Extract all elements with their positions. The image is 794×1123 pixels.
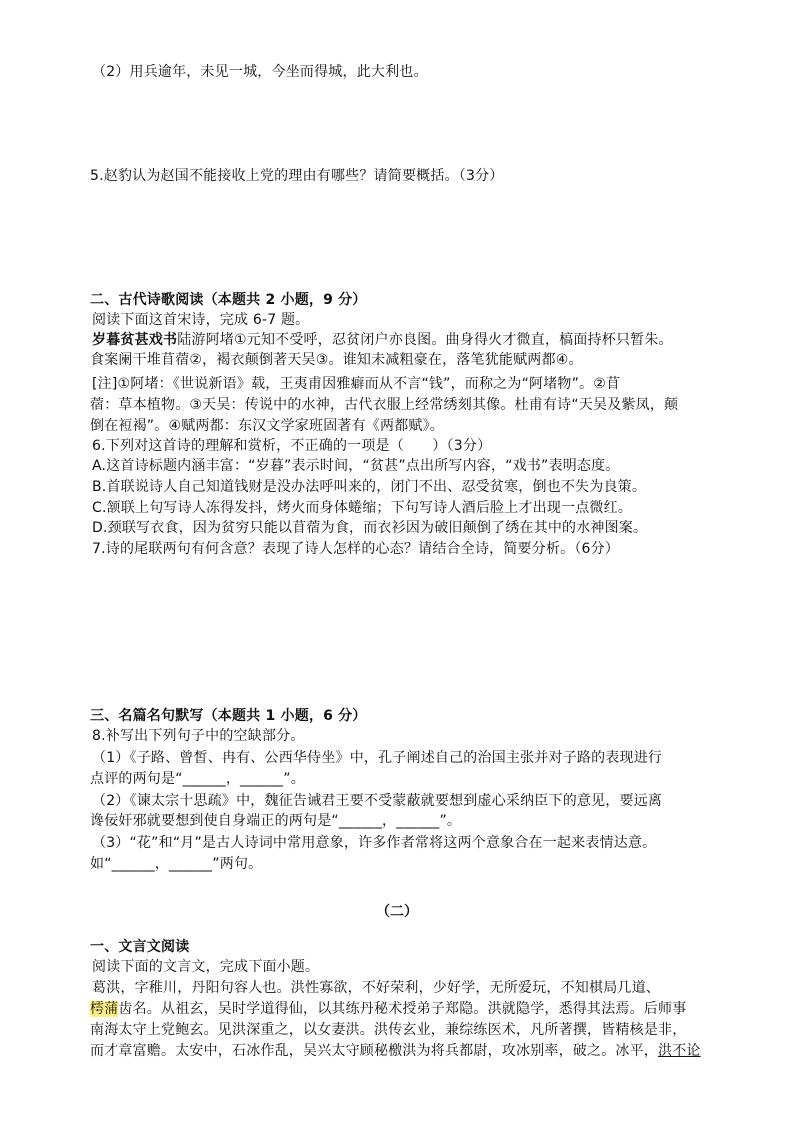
question-4-subitem-2: （2）用兵逾年，未见一城，今坐而得城，此大利也。: [92, 64, 428, 80]
dictation-item-3-line-1: （3）“花”和“月”是古人诗词中常用意象，许多作者常将这两个意象合在一起来表情达意。: [92, 835, 657, 851]
poem-line-1: [92, 330, 673, 350]
question-6-option-d: D.颈联写衣食，因为贫穷只能以苜蓿为食，而衣衫因为破旧颠倒了绣在其中的水神图案。: [92, 520, 648, 536]
poem-line-2: 食案阑干堆苜蓿②，褐衣颠倒著天吴③。谁知未减粗豪在，落笔犹能赋两都④。: [90, 352, 583, 368]
question-8: 8.补写出下列句子中的空缺部分。: [92, 728, 305, 744]
question-5: 5.赵豹认为赵国不能接收上党的理由有哪些？请简要概括。（3分）: [90, 168, 504, 184]
passage-line-2: [90, 999, 686, 1019]
dictation-item-1-line-1: （1）《子路、曾皙、冉有、公西华侍坐》中，孔子阐述自己的治国主张并对子路的表现进行: [92, 750, 663, 766]
question-6-option-c: C.颔联上句写诗人冻得发抖，烤火而身体蜷缩；下句写诗人酒后脸上才出现一点微红。: [92, 500, 633, 516]
question-6-option-b: B.首联说诗人自己知道钱财是没办法呼叫来的，闭门不出、忍受贫寒，倒也不失为良策。: [92, 479, 647, 495]
passage-line-1: 葛洪，字稚川，丹阳句容人也。洪性寡欲，不好荣利，少好学，无所爱玩，不知棋局几道、: [92, 980, 660, 996]
section-2-instruction: 阅读下面这首宋诗，完成 6-7 题。: [92, 312, 310, 328]
note-line-3: 倒在裋褐”。④赋两都：东汉文学家班固著有《两都赋》。: [90, 418, 445, 434]
part-2-title: （二）: [376, 904, 418, 920]
dictation-item-1-line-2: 点评的两句是“______，______”。: [90, 771, 305, 787]
passage-line-4-text: 而才章富赡。太安中，石冰作乱，吴兴太守顾秘檄洪为将兵都尉，攻冰别率，破之。冰平，: [90, 1043, 658, 1059]
question-7: 7.诗的尾联两句有何含意？表现了诗人怎样的心态？请结合全诗，简要分析。（6分）: [92, 541, 620, 557]
part-2-heading: 一、文言文阅读: [90, 939, 190, 955]
passage-line-3: 南海太守上党鲍玄。见洪深重之，以女妻洪。洪传玄业，兼综练医术，凡所著撰，皆精核是非，: [90, 1022, 687, 1038]
question-6: 6.下列对这首诗的理解和赏析，不正确的一项是（ ）（3分）: [92, 438, 492, 454]
section-2-heading: 二、古代诗歌阅读（本题共 2 小题，9 分）: [90, 292, 367, 308]
note-line-2: 蓿：草本植物。③天吴：传说中的水神，古代衣服上经常绣刻其像。杜甫有诗“天吴及紫凤，颠: [90, 397, 679, 413]
poem-line-1-text: 陆游阿堵①元知不受呼，忍贫闭户亦良图。曲身得火才微直，槁面持杯只暂朱。: [177, 332, 673, 348]
passage-line-4: [90, 1041, 701, 1061]
dictation-item-2-line-1: （2）《谏太宗十思疏》中，魏征告诫君王要不受蒙蔽就要想到虚心采纳臣下的意见，要远离: [92, 793, 663, 809]
dictation-item-2-line-2: 谗佞奸邪就要想到使自身端正的两句是“______，______”。: [90, 813, 462, 829]
question-6-option-a: A.这首诗标题内涵丰富：“岁暮”表示时间，“贫甚”点出所写内容，“戏书”表明态度。: [92, 458, 620, 474]
note-line-1: [注]①阿堵：《世说新语》载，王夷甫因雅癖而从不言“钱”，而称之为“阿堵物”。②苜: [92, 376, 621, 392]
passage-line-2-text: 齿名。从祖玄，吴时学道得仙，以其练丹秘术授弟子郑隐。洪就隐学，悉得其法焉。后师事: [118, 1001, 687, 1017]
underlined-phrase: 洪不论: [658, 1043, 701, 1059]
dictation-item-3-line-2: 如“______，______”两句。: [90, 856, 263, 872]
highlighted-term: 樗蒲: [90, 1001, 119, 1017]
part-2-instruction: 阅读下面的文言文，完成下面小题。: [92, 959, 320, 975]
poem-title: 岁暮贫甚戏书: [92, 332, 178, 348]
section-3-heading: 三、名篇名句默写（本题共 1 小题，6 分）: [90, 708, 367, 724]
